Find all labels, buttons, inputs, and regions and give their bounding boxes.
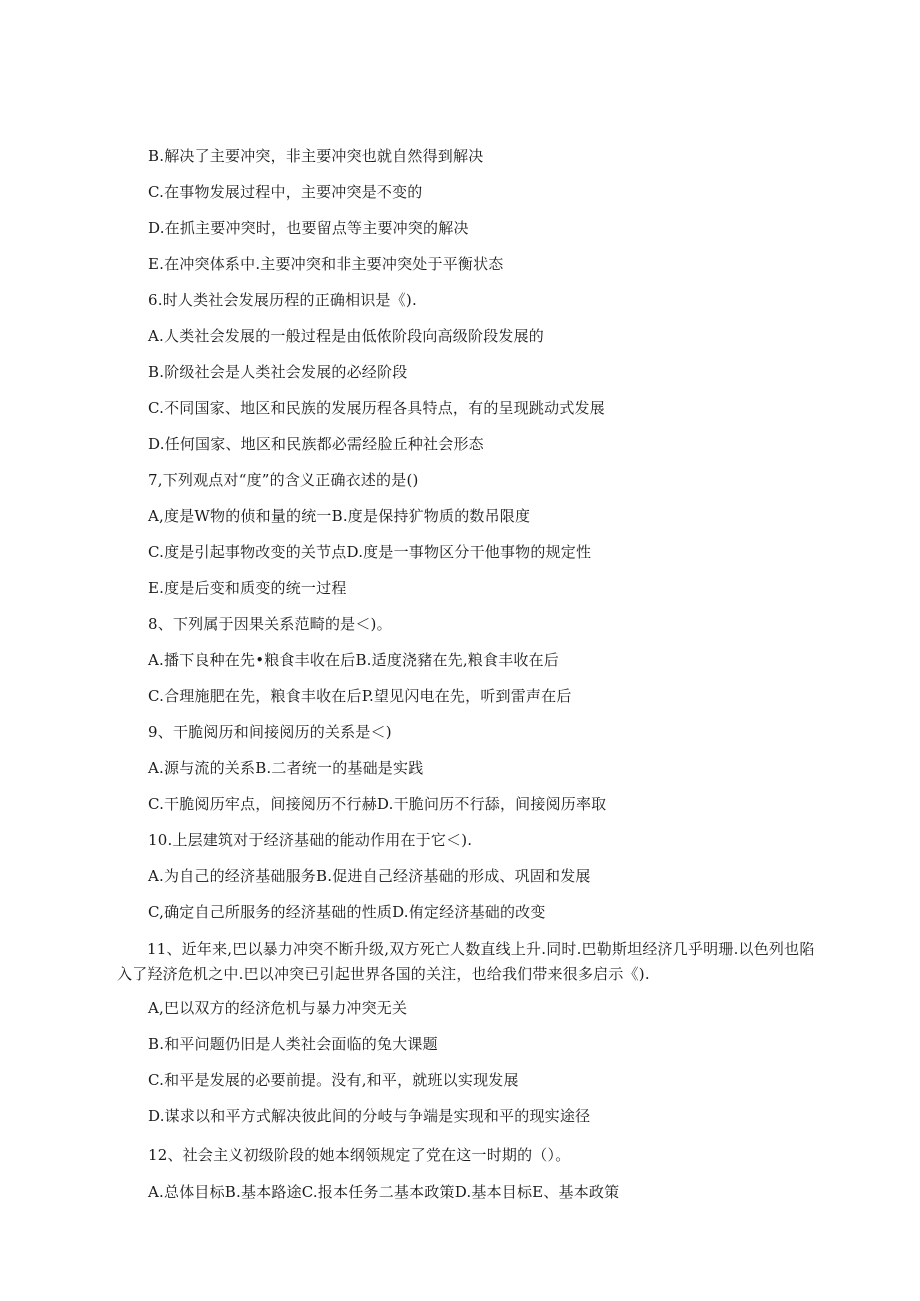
text-line: B.阶级社会是人类社会发展的必经阶段 [148, 363, 408, 381]
text-line: E.度是后变和质变的统一过程 [148, 579, 347, 597]
question-stem: 6.时人类社会发展历程的正确相识是《). [148, 291, 417, 309]
text-line: A,度是W物的侦和量的统一B.度是保持犷物质的数吊限度 [148, 507, 531, 525]
question-11-option-b: B.和平问题仍旧是人类社会面临的兔大课题 [148, 1035, 438, 1053]
question-11-option-c: C.和平是发展的必要前提。没有,和平，就班以实现发展 [148, 1071, 519, 1089]
text-line: A.为自己的经济基础服务B.促进自己经济基础的形成、巩固和发展 [148, 867, 591, 885]
text-line: C.不同国家、地区和民族的发展历程各具特点，有的呈现跳动式发展 [148, 399, 605, 417]
text-line: D.在抓主要冲突时，也要留点等主要冲突的解决 [148, 219, 469, 237]
text-line: B.解决了主要冲突，非主要冲突也就自然得到解决 [148, 147, 484, 165]
question-stem: 9、干脆阅历和间接阅历的关系是＜) [148, 723, 392, 741]
question-stem: 10.上层建筑对于经济基础的能动作用在于它＜). [148, 831, 473, 849]
text-line: A.人类社会发展的一般过程是由低侬阶段向高级阶段发展的 [148, 327, 545, 345]
question-12-stem: 12、社会主义初级阶段的她本纲领规定了党在这一时期的（）。 [148, 1146, 571, 1164]
text-line: C.度是引起事物改变的关节点D.度是一事物区分干他事物的规定性 [148, 543, 592, 561]
question-11-option-d: D.谋求以和平方式解决彼此间的分岐与争端是实现和平的现实途径 [148, 1107, 591, 1125]
question-stem: 8、下列属于因果关系范畸的是＜)。 [148, 615, 392, 633]
question-12-options: A.总体目标B.基本路途C.报本任务二基本政策D.基本目标E、基本政策 [148, 1183, 620, 1201]
text-line: C,确定自己所服务的经济基础的性质D.侑定经济基础的改变 [148, 903, 546, 921]
question-11-stem: 11、近年来,巴以暴力冲突不断升级,双方死亡人数直线上升.同时.巴勒斯坦经济几乎明珊.以色列也陷入了羟济危机之中.巴以冲突已引起世界各国的关注，也给我们带来很多启示《). [117, 940, 815, 983]
text-line: D.任何国家、地区和民族都必需经脸丘种社会形态 [148, 435, 484, 453]
question-11-option-a: A,巴以双方的经济危机与暴力冲突无关 [148, 999, 408, 1017]
text-line: E.在冲突体系中.主要冲突和非主要冲突处于平衡状态 [148, 255, 504, 273]
question-stem: 7,下列观点对“度”的含义正确衣述的是() [148, 471, 419, 489]
text-line: A.源与流的关系B.二者统一的基础是实践 [148, 759, 424, 777]
text-line: C.在事物发展过程中，主要冲突是不变的 [148, 183, 423, 201]
text-line: C.合理施肥在先，粮食丰收在后P.望见闪电在先，听到雷声在后 [148, 687, 572, 705]
text-line: C.干脆阅历牢点，间接阅历不行赫D.干脆问历不行舔，间接阅历率取 [148, 795, 607, 813]
text-line: A.播下良种在先•粮食丰收在后B.适度浇豬在先,粮食丰收在后 [148, 651, 560, 669]
